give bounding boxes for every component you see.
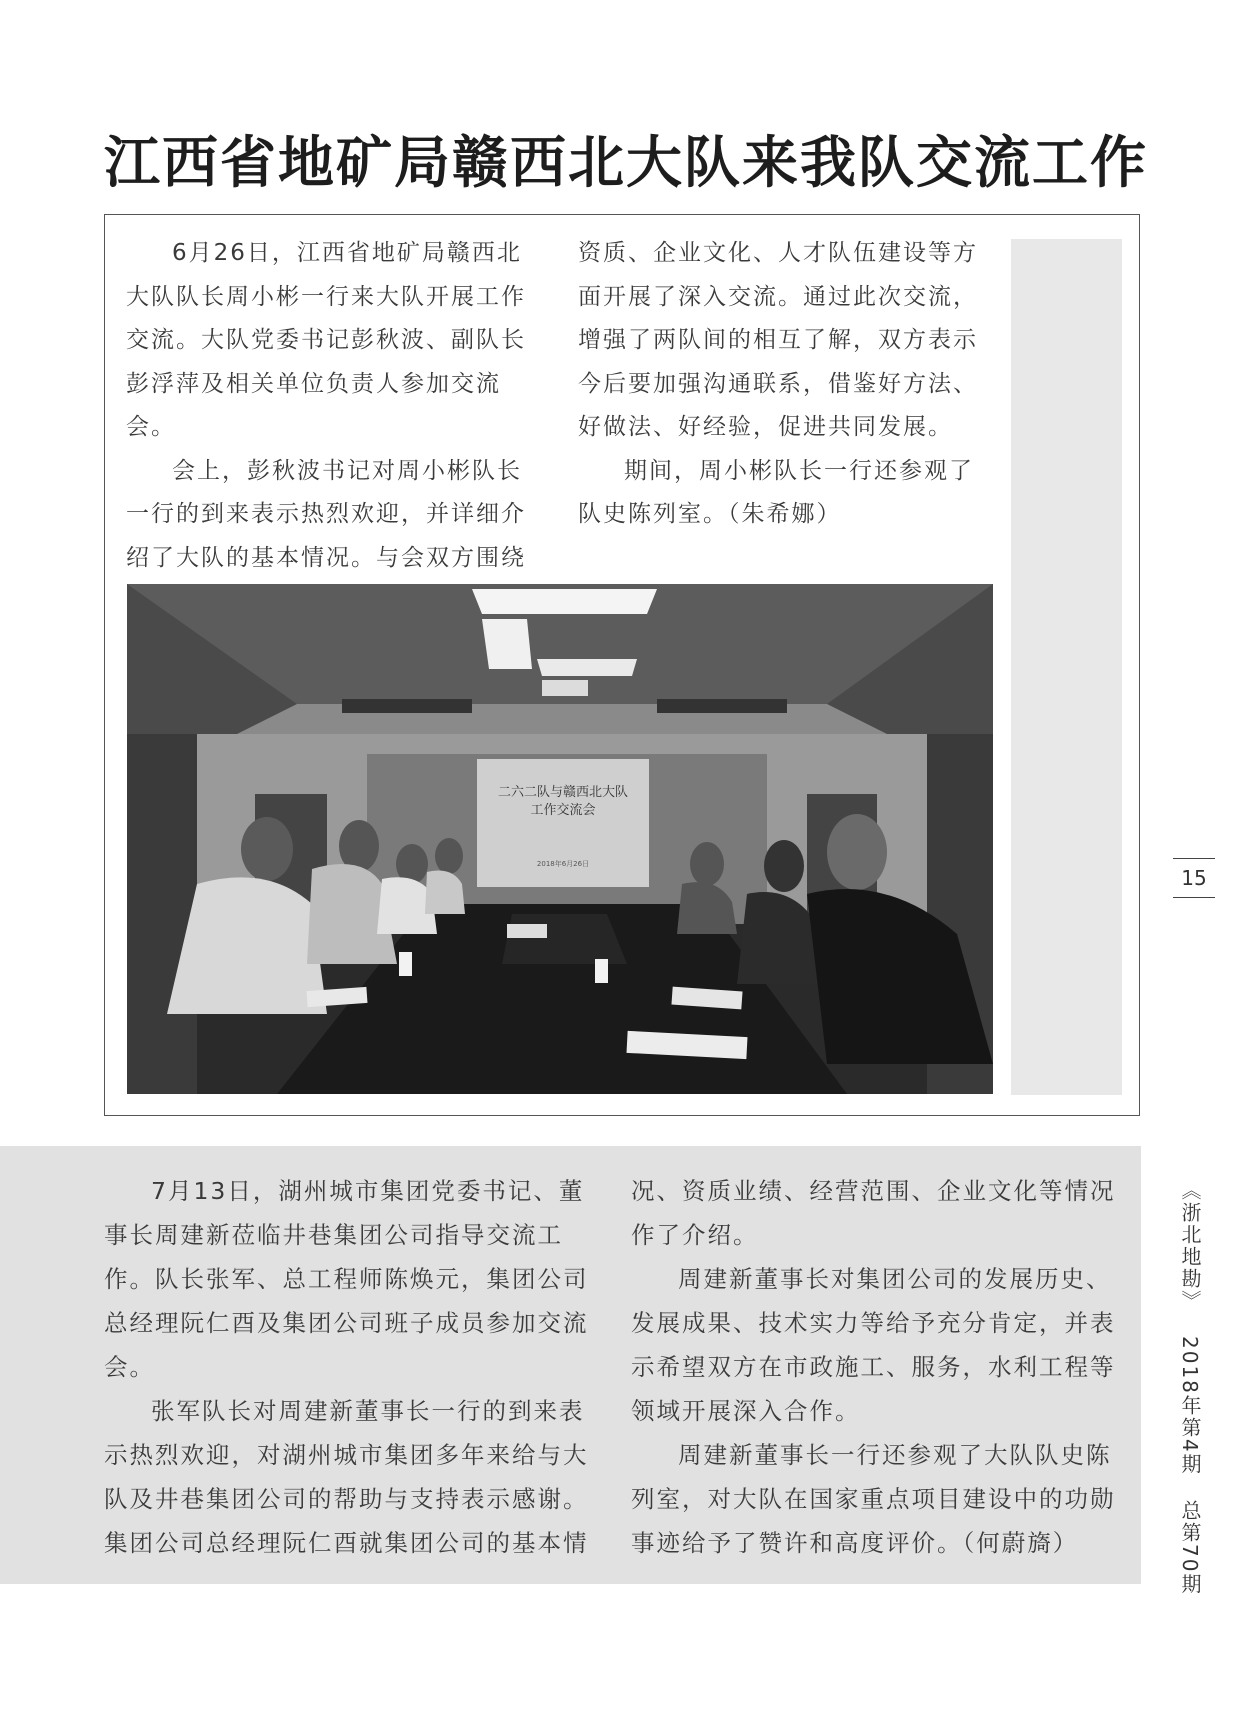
paragraph: 7月13日，湖州城市集团党委书记、董事长周建新莅临井巷集团公司指导交流工作。队长张军、总工程师陈焕元，集团公司总经理阮仁酉及集团公司班子成员参加交流会。 — [104, 1177, 589, 1381]
screen-text-line2: 工作交流会 — [530, 803, 596, 818]
screen-date: 2018年6月26日 — [536, 860, 590, 868]
article2-column-2 — [631, 1169, 1117, 1565]
paragraph: 况、资质业绩、经营范围、企业文化等情况作了介绍。 — [631, 1177, 1116, 1249]
paragraph: 资质、企业文化、人才队伍建设等方面开展了深入交流。通过此次交流，增强了两队间的相互了解，双方表示今后要加强沟通联系，借鉴好方法、好做法、好经验，促进共同发展。 — [578, 240, 978, 440]
paragraph: 周建新董事长对集团公司的发展历史、发展成果、技术实力等给予充分肯定，并表示希望双方在市政施工、服务，水利工程等领域开展深入合作。 — [631, 1265, 1116, 1425]
article2-column-1 — [104, 1169, 590, 1565]
article1-column-2 — [578, 232, 996, 537]
article-title: 江西省地矿局赣西北大队来我队交流工作 — [104, 131, 1148, 196]
paragraph: 6月26日，江西省地矿局赣西北大队队长周小彬一行来大队开展工作交流。大队党委书记彭秋波、副队长彭浮萍及相关单位负责人参加交流会。 — [126, 240, 526, 440]
screen-text-line1: 二六二队与赣西北大队 — [497, 785, 629, 800]
paragraph: 张军队长对周建新董事长一行的到来表示热烈欢迎，对湖州城市集团多年来给与大队及井巷集团公司的帮助与支持表示感谢。集团公司总经理阮仁酉就集团公司的基本情 — [104, 1397, 589, 1557]
issue-number: 2018年第4期 — [1178, 1336, 1202, 1476]
paragraph: 会上，彭秋波书记对周小彬队长一行的到来表示热烈欢迎，并详细介绍了大队的基本情况。与会双方围绕 — [126, 457, 526, 571]
page-number: 15 — [1173, 858, 1215, 898]
total-issue: 总第70期 — [1178, 1500, 1202, 1596]
paragraph: 期间，周小彬队长一行还参观了队史陈列室。（朱希娜） — [578, 457, 974, 527]
paragraph: 周建新董事长一行还参观了大队队史陈列室，对大队在国家重点项目建设中的功勋事迹给予了赞许和高度评价。（何蔚旖） — [631, 1441, 1116, 1557]
article1-column-1 — [126, 232, 540, 580]
magazine-name: 《浙北地勘》 — [1178, 1180, 1202, 1312]
decorative-grey-bar — [1011, 239, 1122, 1095]
running-footer — [1176, 1180, 1205, 1612]
meeting-photo — [127, 584, 993, 1094]
